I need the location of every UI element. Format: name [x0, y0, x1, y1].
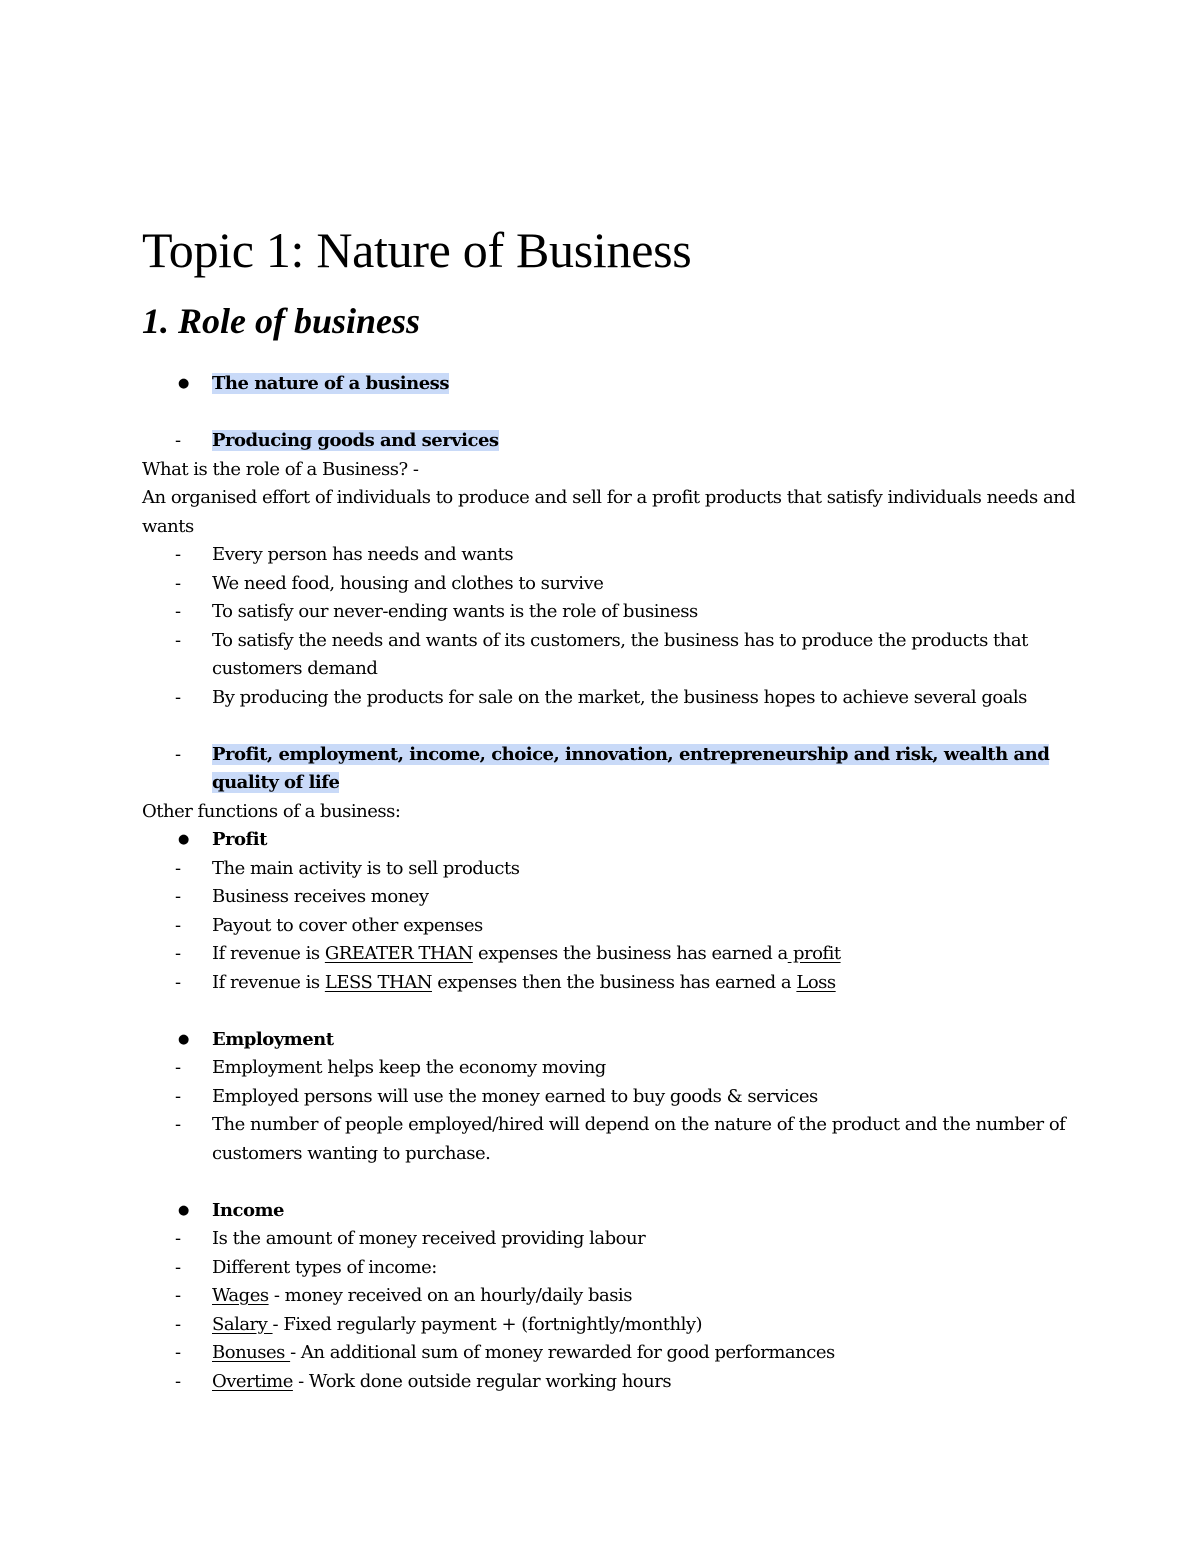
dash-marker: -	[175, 914, 181, 936]
subheading-nature: The nature of a business	[212, 373, 449, 394]
role-question: What is the role of a Business? -	[142, 458, 419, 480]
income-heading: Income	[212, 1199, 284, 1221]
term-definition: - Work done outside regular working hours	[292, 1370, 672, 1392]
term-wages: Wages	[212, 1285, 269, 1306]
list-item-text: By producing the products for sale on the market, the business hopes to achieve several goals	[212, 686, 1027, 708]
list-item	[142, 684, 1082, 713]
dash-marker: -	[175, 1370, 181, 1392]
term-salary: Salary	[212, 1313, 273, 1335]
list-item-text: Employed persons will use the money earned to buy goods & services	[212, 1085, 818, 1107]
list-item-text: expenses the business has earned a	[472, 943, 788, 964]
list-item	[142, 883, 1082, 912]
term-overtime: Overtime	[212, 1370, 293, 1392]
dash-marker: -	[175, 1313, 181, 1335]
dash-marker: -	[175, 572, 181, 594]
subheading-functions: Profit, employment, income, choice, innovation, entrepreneurship and risk, wealth and quality of life	[212, 743, 1050, 793]
spacer	[142, 712, 1082, 741]
spacer	[142, 997, 1082, 1026]
keyword-profit: profit	[787, 943, 841, 964]
bullet-item-profit	[142, 826, 1082, 855]
list-item	[142, 1254, 1082, 1283]
term-definition: - Fixed regularly payment + (fortnightly/monthly)	[272, 1313, 703, 1335]
dash-marker: -	[175, 1256, 181, 1278]
profit-heading: Profit	[212, 829, 267, 850]
dash-marker: -	[175, 943, 181, 964]
dash-marker: -	[175, 1085, 181, 1107]
income-type-overtime	[142, 1368, 1082, 1397]
employment-heading: Employment	[212, 1028, 334, 1050]
list-item-text: Is the amount of money received providing labour	[212, 1228, 646, 1249]
list-item-text: To satisfy the needs and wants of its customers, the business has to produce the products that customers demand	[212, 629, 1028, 679]
document-body	[142, 222, 1082, 1396]
dash-marker: -	[175, 1285, 181, 1306]
list-item-text: expenses then the business has earned a	[431, 971, 797, 993]
list-item	[142, 1225, 1082, 1254]
list-item-text: To satisfy our never-ending wants is the role of business	[212, 601, 698, 622]
spacer	[142, 1168, 1082, 1197]
list-item-less	[142, 969, 1082, 998]
dash-marker: -	[175, 629, 181, 651]
dash-marker: -	[175, 857, 181, 879]
list-item	[142, 1111, 1082, 1168]
list-item-text: Business receives money	[212, 886, 429, 907]
bullet-item-employment	[142, 1026, 1082, 1055]
term-bonuses: Bonuses	[212, 1342, 291, 1363]
list-item-text: The number of people employed/hired will depend on the nature of the product and the number of customers wanting to purchase.	[212, 1114, 1066, 1164]
list-item-text: If revenue is	[212, 971, 325, 993]
list-item-text: Payout to cover other expenses	[212, 914, 483, 936]
list-item	[142, 855, 1082, 884]
list-item	[142, 1083, 1082, 1112]
term-definition: - money received on an hourly/daily basis	[268, 1285, 632, 1306]
income-type-salary	[142, 1311, 1082, 1340]
bullet-item-income	[142, 1197, 1082, 1226]
list-item	[142, 598, 1082, 627]
dash-marker: -	[175, 601, 181, 622]
role-answer: An organised effort of individuals to produce and sell for a profit products that satisfy individuals needs and wants	[142, 487, 1076, 537]
income-type-bonuses	[142, 1339, 1082, 1368]
list-item	[142, 627, 1082, 684]
bullet-dot: ●	[178, 376, 189, 391]
section-heading: 1. Role of business	[142, 301, 421, 341]
list-item	[142, 570, 1082, 599]
subheading-producing: Producing goods and services	[212, 430, 499, 451]
bullet-dot: ●	[178, 1202, 189, 1218]
dash-marker: -	[175, 743, 181, 765]
dash-marker: -	[175, 686, 181, 708]
term-definition: - An additional sum of money rewarded for good performances	[290, 1342, 835, 1363]
list-item-text: The main activity is to sell products	[212, 857, 520, 879]
bullet-item-nature	[142, 370, 1082, 399]
keyword-loss: Loss	[796, 971, 836, 993]
list-item-text: Every person has needs and wants	[212, 544, 514, 565]
dash-marker: -	[175, 544, 181, 565]
dash-item-producing	[142, 427, 1082, 456]
dash-marker: -	[175, 1228, 181, 1249]
keyword-greater-than: GREATER THAN	[324, 943, 473, 964]
list-item-text: If revenue is	[212, 943, 325, 964]
list-item-text: We need food, housing and clothes to survive	[212, 572, 604, 594]
dash-marker: -	[175, 430, 181, 451]
list-item	[142, 912, 1082, 941]
other-functions-label: Other functions of a business:	[142, 800, 401, 822]
dash-marker: -	[175, 886, 181, 907]
bullet-dot: ●	[178, 832, 189, 847]
spacer	[142, 399, 1082, 428]
list-item	[142, 1054, 1082, 1083]
keyword-less-than: LESS THAN	[324, 971, 432, 993]
page-title: Topic 1: Nature of Business	[142, 222, 692, 278]
bullet-dot: ●	[178, 1031, 189, 1047]
list-item-greater	[142, 940, 1082, 969]
dash-item-functions	[142, 741, 1082, 798]
list-item-text: Employment helps keep the economy moving	[212, 1057, 606, 1078]
income-type-wages	[142, 1282, 1082, 1311]
dash-marker: -	[175, 1342, 181, 1363]
list-item-text: Different types of income:	[212, 1256, 437, 1278]
dash-marker: -	[175, 1057, 181, 1078]
dash-marker: -	[175, 1114, 181, 1135]
list-item	[142, 541, 1082, 570]
dash-marker: -	[175, 971, 181, 993]
